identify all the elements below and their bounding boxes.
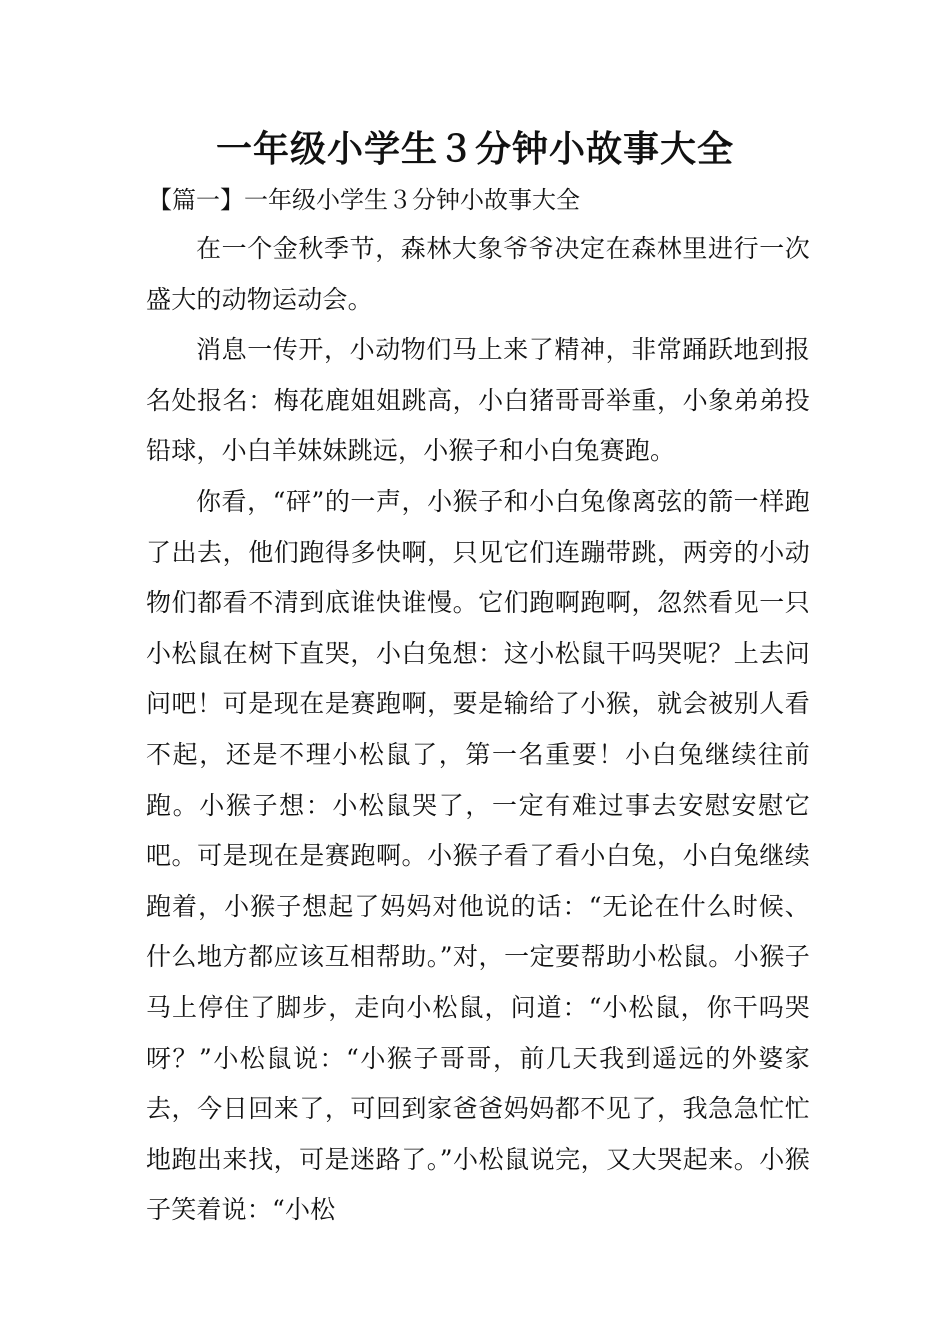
document-body <box>146 224 810 1236</box>
paragraph: 消息一传开，小动物们马上来了精神，非常踊跃地到报名处报名：梅花鹿姐姐跳高，小白猪哥哥举重，小象弟弟投铅球，小白羊妹妹跳远，小猴子和小白兔赛跑。 <box>146 335 810 466</box>
paragraph: 在一个金秋季节，森林大象爷爷决定在森林里进行一次盛大的动物运动会。 <box>146 234 810 314</box>
section-heading: 【篇一】一年级小学生３分钟小故事大全 <box>148 186 580 214</box>
document-title: 一年级小学生３分钟小故事大全 <box>215 129 734 170</box>
paragraph: 你看，“砰”的一声，小猴子和小白兔像离弦的箭一样跑了出去，他们跑得多快啊，只见它们连蹦带跳，两旁的小动物们都看不清到底谁快谁慢。它们跑啊跑啊，忽然看见一只小松鼠在树下直哭，小白兔想：这小松鼠干吗哭呢？上去问问吧！可是现在是赛跑啊，要是输给了小猴，就会被别人看不起，还是不理小松鼠了，第一名重要！小白兔继续往前跑。小猴子想：小松鼠哭了，一定有难过事去安慰安慰它吧。可是现在是赛跑啊。小猴子看了看小白兔，小白兔继续跑着，小猴子想起了妈妈对他说的话：“无论在什么时候、什么地方都应该互相帮助。”对，一定要帮助小松鼠。小猴子马上停住了脚步，走向小松鼠，问道：“小松鼠，你干吗哭呀？”小松鼠说：“小猴子哥哥，前几天我到遥远的外婆家去，今日回来了，可回到家爸爸妈妈都不见了，我急急忙忙地跑出来找，可是迷路了。”小松鼠说完，又大哭起来。小猴子笑着说：“小松 <box>146 486 810 1225</box>
